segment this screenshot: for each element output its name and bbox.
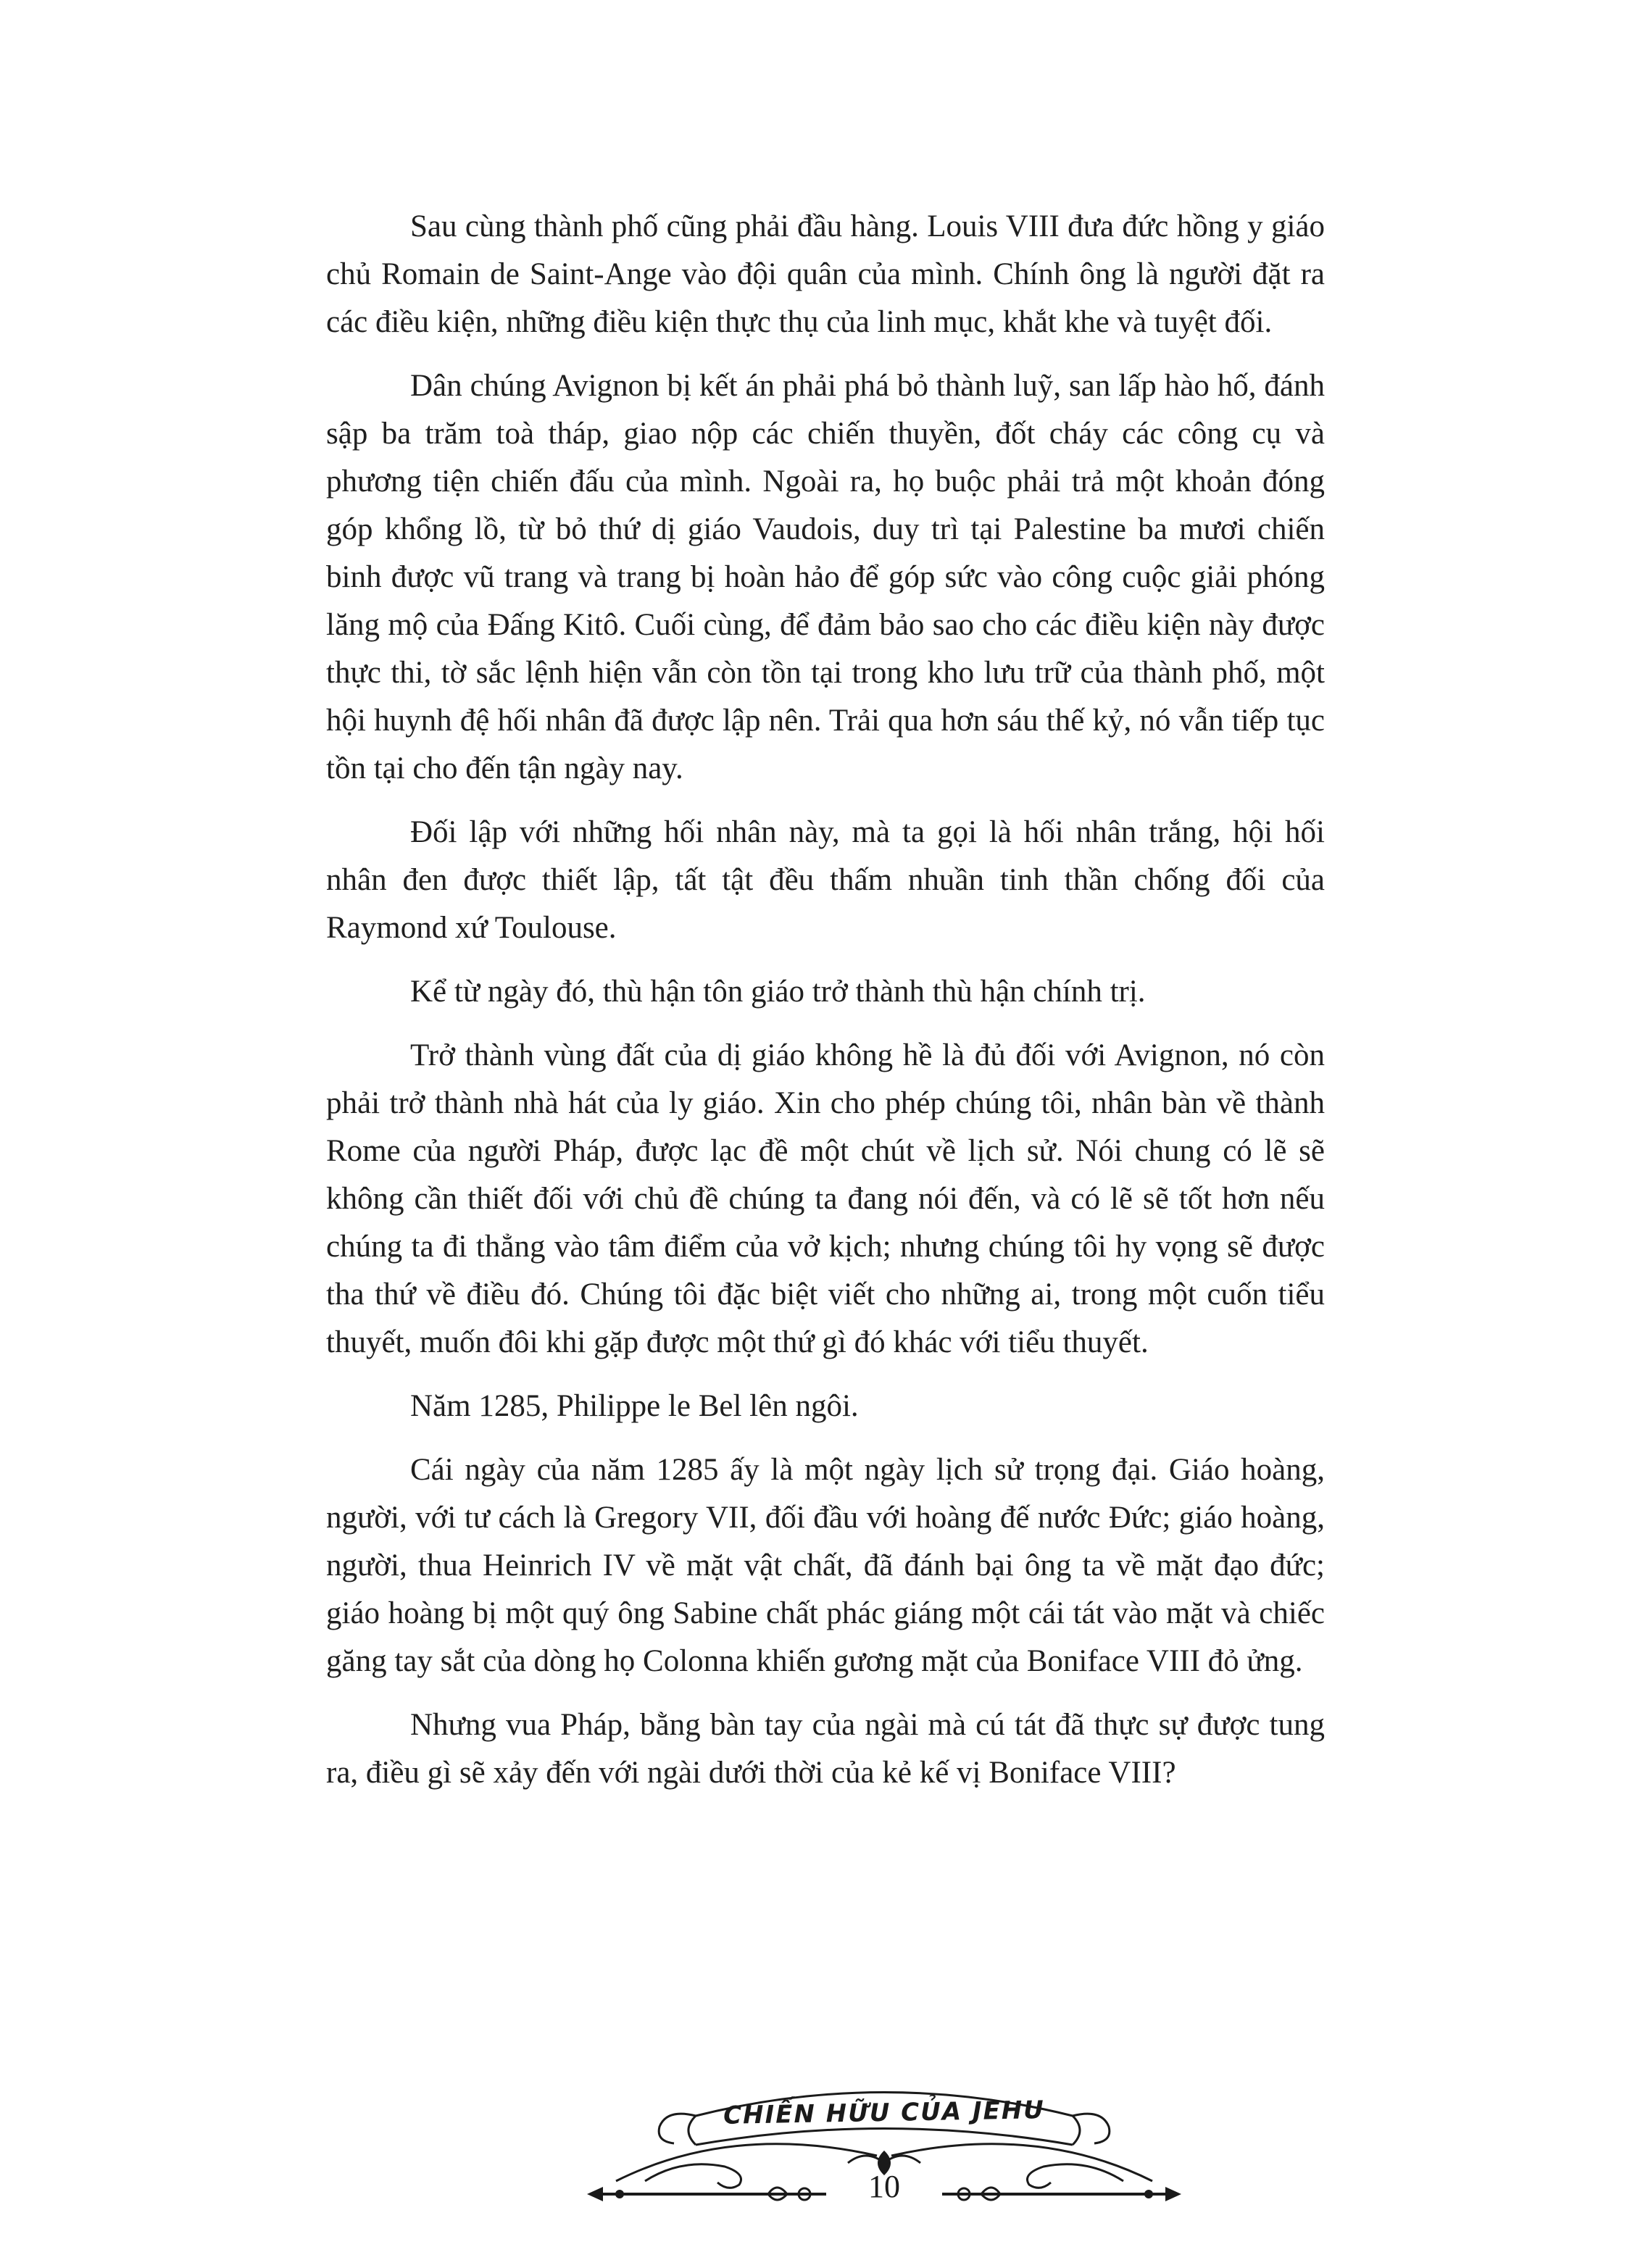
paragraph-2: Dân chúng Avignon bị kết án phải phá bỏ thành luỹ, san lấp hào hố, đánh sập ba trăm toà tháp, giao nộp các chiến thuyền, đốt cháy các công cụ và phương tiện chiến đấu của mình. Ngoài ra, họ buộc phải trả một khoản đóng góp khổng lồ, từ bỏ thứ dị giáo Vaudois, duy trì tại Palestine ba mươi chiến binh được vũ trang và trang bị hoàn hảo để góp sức vào công cuộc giải phóng lăng mộ của Đấng Kitô. Cuối cùng, để đảm bảo sao cho các điều kiện này được thực thi, tờ sắc lệnh hiện vẫn còn tồn tại trong kho lưu trữ của thành phố, một hội huynh đệ hối nhân đã được lập nên. Trải qua hơn sáu thế kỷ, nó vẫn tiếp tục tồn tại cho đến tận ngày nay.: [326, 369, 1325, 785]
paragraph-8: Nhưng vua Pháp, bằng bàn tay của ngài mà cú tát đã thực sự được tung ra, điều gì sẽ xảy đến với ngài dưới thời của kẻ kế vị Boniface VIII?: [326, 1708, 1325, 1790]
paragraph-5: Trở thành vùng đất của dị giáo không hề là đủ đối với Avignon, nó còn phải trở thành nhà hát của ly giáo. Xin cho phép chúng tôi, nhân bàn về thành Rome của người Pháp, được lạc đề một chút về lịch sử. Nói chung có lẽ sẽ không cần thiết đối với chủ đề chúng ta đang nói đến, và có lẽ sẽ tốt hơn nếu chúng ta đi thẳng vào tâm điểm của vở kịch; nhưng chúng tôi hy vọng sẽ được tha thứ về điều đó. Chúng tôi đặc biệt viết cho những ai, trong một cuốn tiểu thuyết, muốn đôi khi gặp được một thứ gì đó khác với tiểu thuyết.: [326, 1038, 1325, 1359]
paragraph-7: Cái ngày của năm 1285 ấy là một ngày lịch sử trọng đại. Giáo hoàng, người, với tư cách là Gregory VII, đối đầu với hoàng đế nước Đức; giáo hoàng, người, thua Heinrich IV về mặt vật chất, đã đánh bại ông ta về mặt đạo đức; giáo hoàng bị một quý ông Sabine chất phác giáng một cái tát vào mặt và chiếc găng tay sắt của dòng họ Colonna khiến gương mặt của Boniface VIII đỏ ửng.: [326, 1453, 1325, 1678]
page-number: 10: [868, 2169, 900, 2204]
page-footer: [587, 2072, 1181, 2225]
paragraph-4: Kể từ ngày đó, thù hận tôn giáo trở thành thù hận chính trị.: [410, 975, 1146, 1009]
running-book-title: CHIẾN HỮU CỦA JEHU: [723, 2096, 1046, 2130]
paragraph-3: Đối lập với những hối nhân này, mà ta gọi là hối nhân trắng, hội hối nhân đen được thiết lập, tất tật đều thấm nhuần tinh thần chống đối của Raymond xứ Toulouse.: [326, 815, 1325, 945]
paragraph-1: Sau cùng thành phố cũng phải đầu hàng. Louis VIII đưa đức hồng y giáo chủ Romain de Saint-Ange vào đội quân của mình. Chính ông là người đặt ra các điều kiện, những điều kiện thực thụ của linh mục, khắt khe và tuyệt đối.: [326, 209, 1325, 339]
body-text: [326, 203, 1325, 1813]
paragraph-6: Năm 1285, Philippe le Bel lên ngôi.: [410, 1389, 859, 1423]
